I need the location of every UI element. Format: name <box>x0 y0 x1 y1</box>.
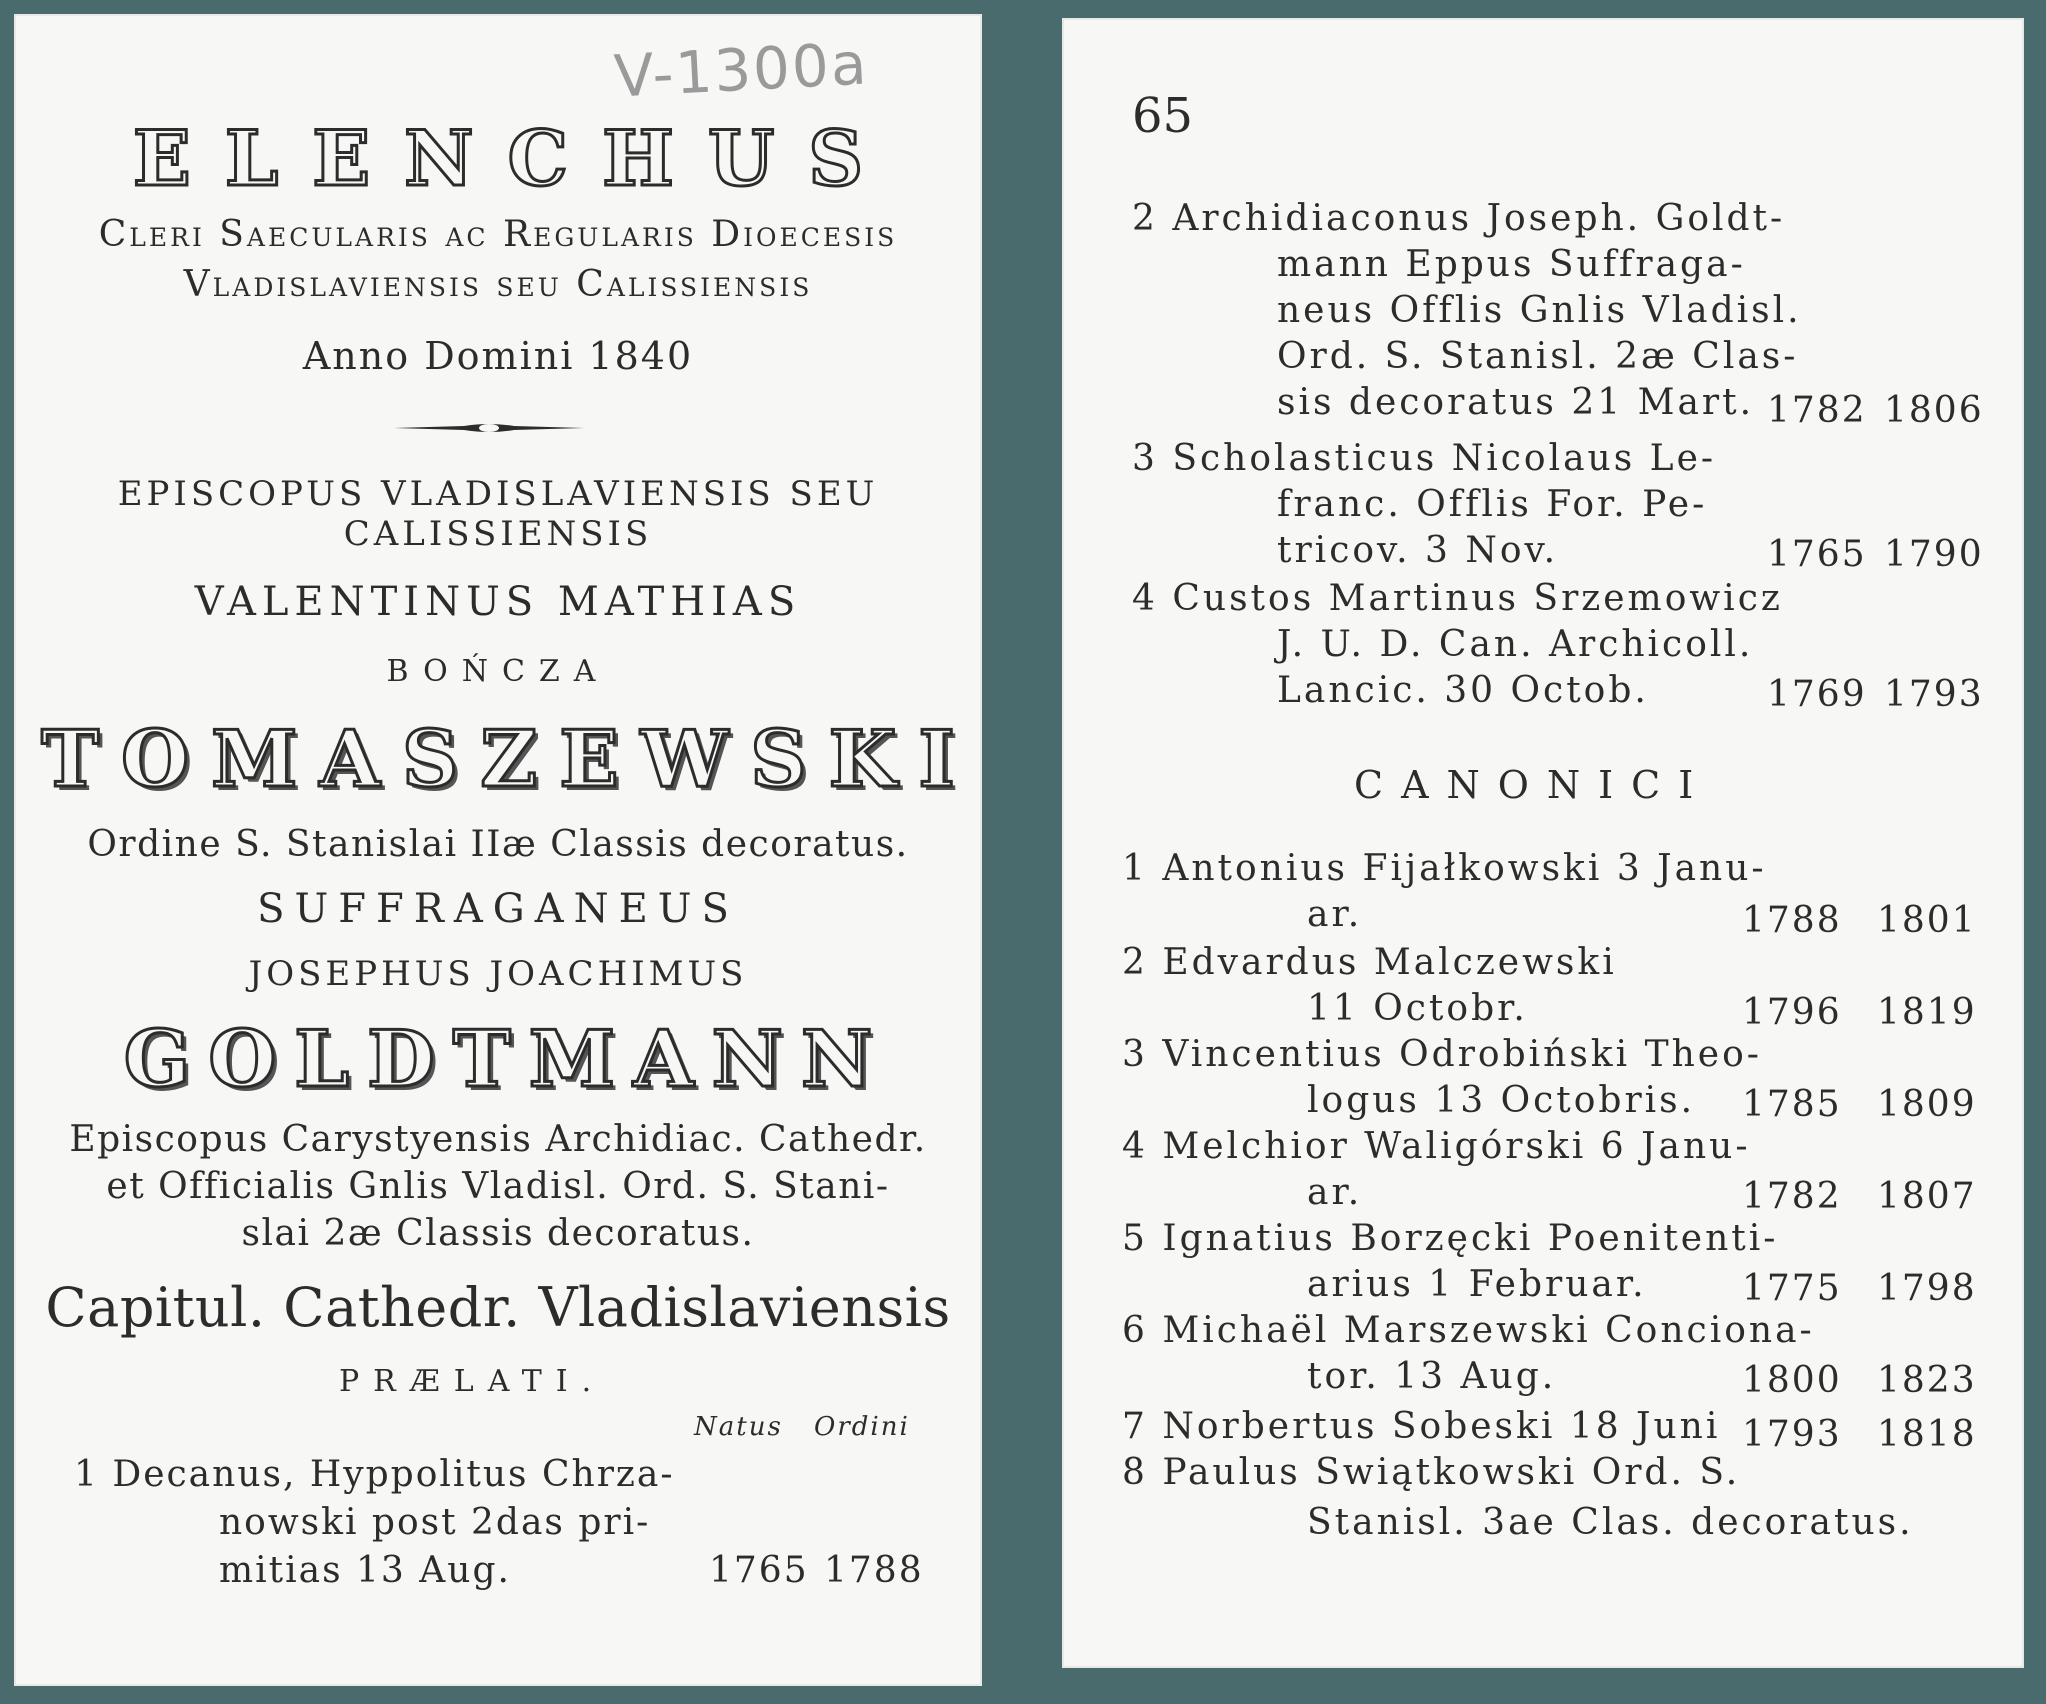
ordini-year: 1823 <box>1877 1360 1977 1401</box>
ordini-year: 1809 <box>1877 1084 1977 1125</box>
episcopus-heading-2: CALISSIENSIS <box>343 514 653 554</box>
left-page <box>14 14 982 1686</box>
natus-year: 1788 <box>1742 900 1842 941</box>
entry-line: nowski post 2das pri- <box>219 1502 651 1543</box>
natus-year: 1775 <box>1742 1268 1842 1309</box>
entry-line: 8 Paulus Swiątkowski Ord. S. <box>1122 1452 1741 1493</box>
bishop-order: Ordine S. Stanislai IIæ Classis decoratus. <box>87 824 909 865</box>
bishop-middle-name: BOŃCZA <box>386 654 610 689</box>
entry-line: ar. <box>1307 1172 1363 1213</box>
natus-year: 1769 <box>1767 674 1867 715</box>
natus-column-header: Natus <box>694 1412 783 1442</box>
entry-line: 3 Vincentius Odrobiński Theo- <box>1122 1034 1762 1075</box>
entry-line: 2 Edvardus Malczewski <box>1122 942 1617 983</box>
natus-year: 1796 <box>1742 992 1842 1033</box>
entry-line: mann Eppus Suffraga- <box>1277 244 1746 285</box>
ordini-year: 1798 <box>1877 1268 1977 1309</box>
ordini-year: 1806 <box>1884 390 1984 431</box>
ordini-year: 1819 <box>1877 992 1977 1033</box>
ornament-divider <box>394 422 584 434</box>
entry-line: 1 Decanus, Hyppolitus Chrza- <box>74 1454 675 1495</box>
entry-line: logus 13 Octobris. <box>1307 1080 1696 1121</box>
entry-line: 4 Melchior Waligórski 6 Janu- <box>1122 1126 1751 1167</box>
ordini-year: 1793 <box>1884 674 1984 715</box>
entry-line: 2 Archidiaconus Joseph. Goldt- <box>1132 198 1786 239</box>
bishop-surname: TOMASZEWSKI <box>41 714 977 805</box>
praelati-heading: PRÆLATI. <box>339 1364 606 1399</box>
chapter-heading: Capitul. Cathedr. Vladislaviensis <box>45 1276 951 1339</box>
entry-line: Stanisl. 3ae Clas. decoratus. <box>1307 1502 1914 1543</box>
natus-year: 1782 <box>1767 390 1867 431</box>
episcopus-heading-1: EPISCOPUS VLADISLAVIENSIS SEU <box>117 474 879 514</box>
entry-line: tor. 13 Aug. <box>1307 1356 1557 1397</box>
page-title: ELENCHUS <box>132 114 898 203</box>
entry-line: tricov. 3 Nov. <box>1277 530 1559 571</box>
right-page <box>1062 18 2024 1668</box>
suffragan-given-names: JOSEPHUS JOACHIMUS <box>248 954 748 994</box>
entry-line: franc. Offlis For. Pe- <box>1277 484 1708 525</box>
entry-line: 6 Michaël Marszewski Conciona- <box>1122 1310 1815 1351</box>
page-number: 65 <box>1132 88 1194 144</box>
entry-line: 1 Antonius Fijałkowski 3 Janu- <box>1122 848 1767 889</box>
entry-line: 7 Norbertus Sobeski 18 Juni <box>1122 1406 1721 1447</box>
ordini-column-header: Ordini <box>814 1412 910 1442</box>
suffragan-desc-1: Episcopus Carystyensis Archidiac. Cathedr. <box>69 1119 927 1160</box>
subtitle-line-2: Vladislaviensis seu Calissiensis <box>183 264 813 305</box>
natus-year: 1765 <box>709 1550 809 1591</box>
natus-year: 1800 <box>1742 1360 1842 1401</box>
suffragan-surname: GOLDTMANN <box>123 1014 891 1105</box>
ordini-year: 1807 <box>1877 1176 1977 1217</box>
entry-line: 11 Octobr. <box>1307 988 1528 1029</box>
entry-line: arius 1 Februar. <box>1307 1264 1647 1305</box>
ordini-year: 1801 <box>1877 900 1977 941</box>
year-line: Anno Domini 1840 <box>302 334 694 378</box>
handwritten-note: V-1300a <box>612 29 870 111</box>
suffragan-desc-2: et Officialis Gnlis Vladisl. Ord. S. Stani- <box>106 1166 890 1207</box>
entry-line: ar. <box>1307 894 1363 935</box>
entry-line: 4 Custos Martinus Srzemowicz <box>1132 578 1783 619</box>
suffraganeus-heading: SUFFRAGANEUS <box>257 886 739 932</box>
ordini-year: 1818 <box>1877 1414 1977 1455</box>
natus-year: 1782 <box>1742 1176 1842 1217</box>
ordini-year: 1788 <box>824 1550 924 1591</box>
entry-line: sis decoratus 21 Mart. <box>1277 382 1755 423</box>
entry-line: 3 Scholasticus Nicolaus Le- <box>1132 438 1717 479</box>
subtitle-line-1: Cleri Saecularis ac Regularis Dioecesis <box>98 214 898 255</box>
entry-line: mitias 13 Aug. <box>219 1550 511 1591</box>
entry-line: Ord. S. Stanisl. 2æ Clas- <box>1277 336 1799 377</box>
natus-year: 1785 <box>1742 1084 1842 1125</box>
entry-line: Lancic. 30 Octob. <box>1277 670 1649 711</box>
canonici-heading: CANONICI <box>1354 763 1712 807</box>
natus-year: 1765 <box>1767 534 1867 575</box>
entry-line: 5 Ignatius Borzęcki Poenitenti- <box>1122 1218 1779 1259</box>
suffragan-desc-3: slai 2æ Classis decoratus. <box>241 1213 755 1254</box>
bishop-given-names: VALENTINUS MATHIAS <box>194 579 802 625</box>
ordini-year: 1790 <box>1884 534 1984 575</box>
natus-year: 1793 <box>1742 1414 1842 1455</box>
entry-line: neus Offlis Gnlis Vladisl. <box>1277 290 1802 331</box>
entry-line: J. U. D. Can. Archicoll. <box>1277 624 1754 665</box>
